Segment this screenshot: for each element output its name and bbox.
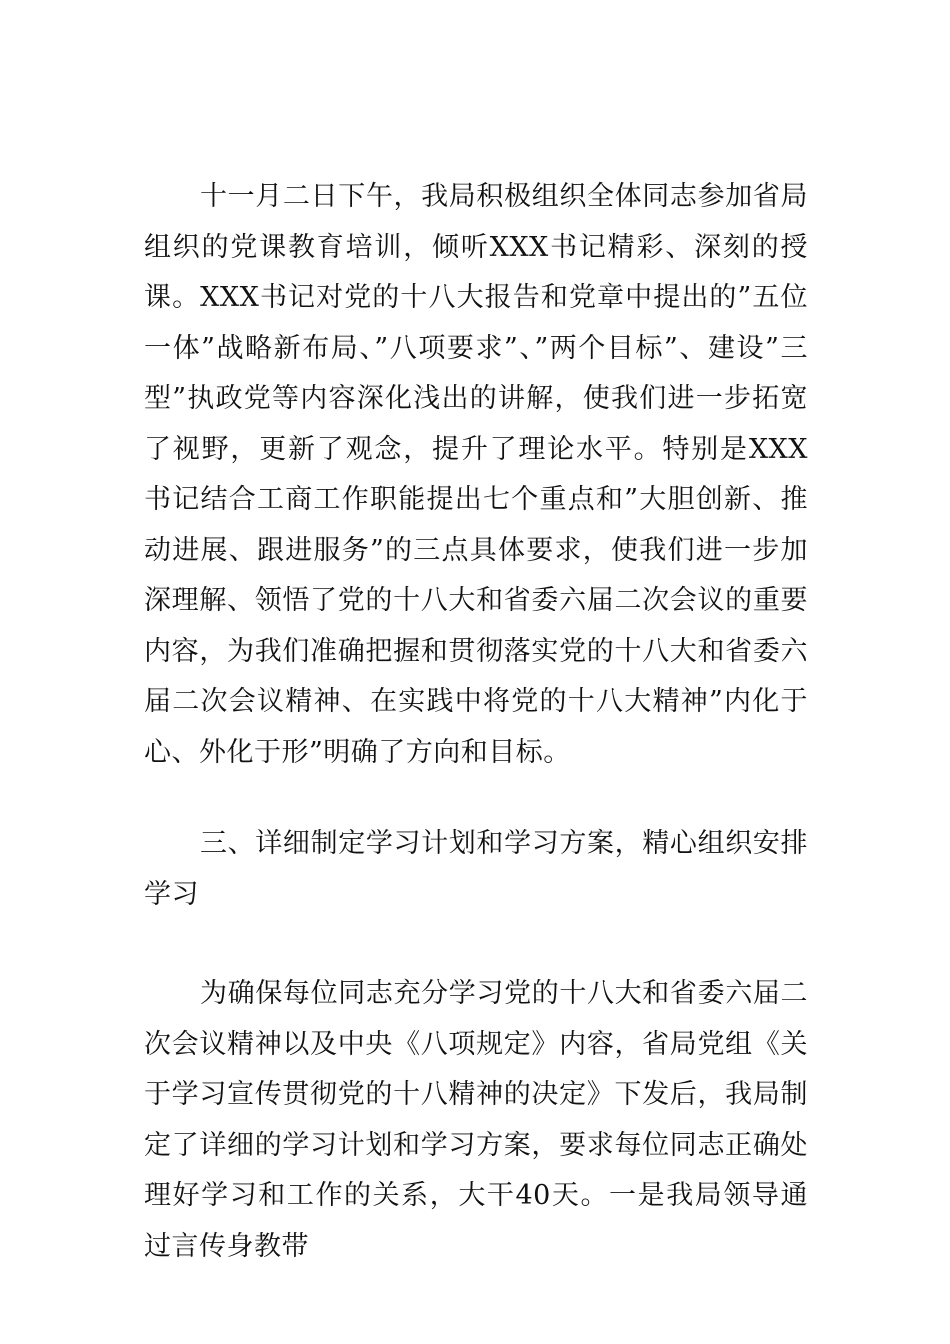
section-heading-study-plan: 三、详细制定学习计划和学习方案，精心组织安排学习 (144, 828, 808, 910)
body-paragraph-training: 十一月二日下午，我局积极组织全体同志参加省局组织的党课教育培训，倾听XXX书记精彩、深刻的授课。XXX书记对党的十八大报告和党章中提出的”五位一体”战略新布局、”八项要求”、”两个目标”、建设”三型”执政党等内容深化浅出的讲解，使我们进一步拓宽了视野，更新了观念，提升了理论水平。特别是XXX书记结合工商工作职能提出七个重点和”大胆创新、推动进展、跟进服务”的三点具体要求，使我们进一步加深理解、领悟了党的十八大和省委六届二次会议的重要内容，为我们准确把握和贯彻落实党的十八大和省委六届二次会议精神、在实践中将党的十八大精神”内化于心、外化于形”明确了方向和目标。 (144, 181, 808, 768)
body-paragraph-study-arrangement: 为确保每位同志充分学习党的十八大和省委六届二次会议精神以及中央《八项规定》内容，省局党组《关于学习宣传贯彻党的十八精神的决定》下发后，我局制定了详细的学习计划和学习方案，要求每位同志正确处理好学习和工作的关系，大干40天。一是我局领导通过言传身教带 (144, 978, 808, 1262)
